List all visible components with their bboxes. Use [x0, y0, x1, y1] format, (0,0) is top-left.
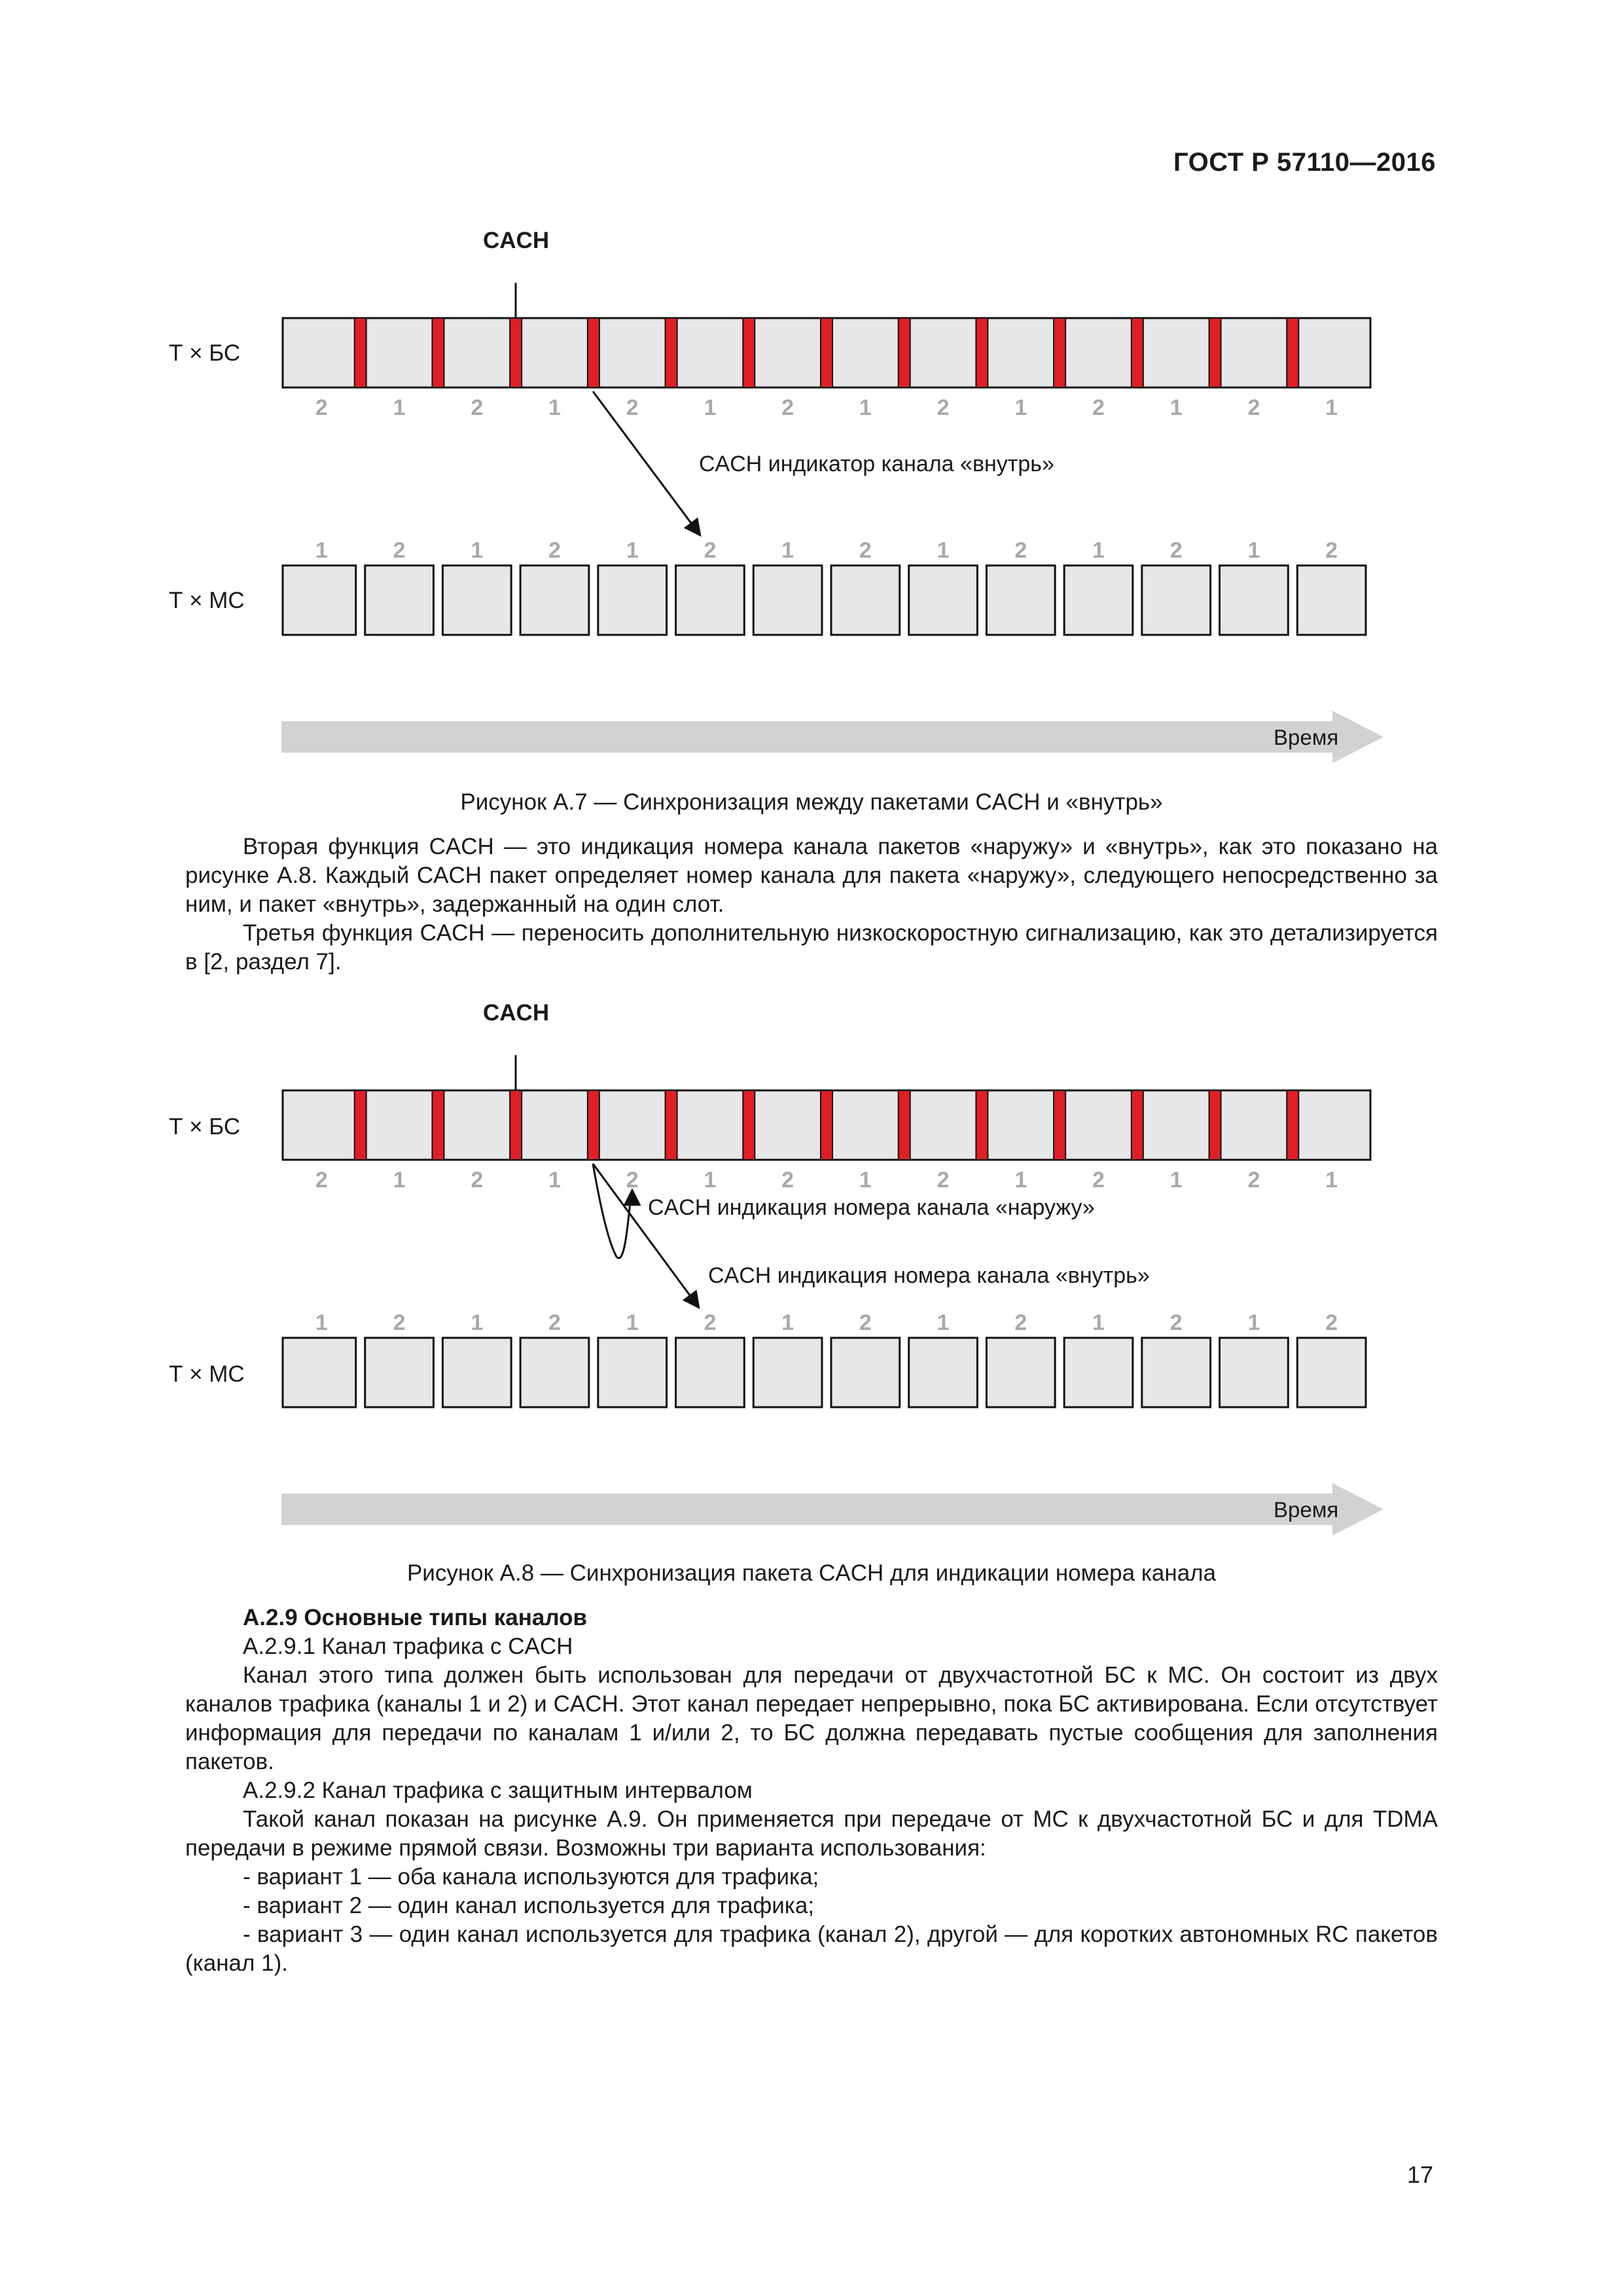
bs-channel-number: 2: [1247, 1168, 1260, 1193]
cach-bar: [432, 318, 444, 387]
ms-slot: [831, 565, 900, 635]
bs-row-label: Т × БС: [169, 340, 241, 366]
bs-channel-number: 1: [859, 1168, 872, 1193]
cach-bar: [588, 318, 599, 387]
paragraph: Третья функция CACH — переносить дополнительную низкоскоростную сигнализацию, как это детализируется в [2, раздел 7].: [185, 920, 1438, 975]
ms-slot-row: [283, 1338, 1366, 1407]
subsection-heading: А.2.9.1 Канал трафика с CACH: [243, 1634, 573, 1659]
ms-channel-number: 2: [1325, 1310, 1338, 1335]
cach-bar: [1132, 1090, 1143, 1160]
ms-channel-number: 1: [1092, 1310, 1105, 1335]
ms-slot: [1142, 565, 1211, 635]
cach-bar: [976, 1090, 988, 1160]
ms-slot: [1297, 565, 1366, 635]
list-item: - вариант 1 — оба канала используются для трафика;: [243, 1864, 819, 1890]
figure-a7: [0, 0, 1623, 772]
ms-slot: [676, 1338, 745, 1407]
body-text-1: [185, 833, 1438, 977]
body-text-2: [185, 1604, 1438, 1978]
ms-channel-number: 1: [315, 538, 328, 563]
ms-channel-number: 2: [1325, 538, 1338, 563]
outbound-indicator-annotation: CACH индикация номера канала «наружу»: [648, 1195, 1095, 1220]
ms-channel-number: 1: [1092, 538, 1105, 563]
ms-channel-number: 2: [393, 1310, 406, 1335]
bs-channel-number: 2: [1247, 395, 1260, 420]
bs-channel-number: 1: [393, 395, 406, 420]
cach-bar: [821, 318, 832, 387]
section-heading: А.2.9 Основные типы каналов: [243, 1605, 587, 1630]
ms-channel-number: 1: [781, 538, 794, 563]
bs-channel-number: 1: [548, 395, 561, 420]
bs-channel-number: 1: [1169, 1168, 1183, 1193]
cach-bar: [743, 318, 755, 387]
inbound-indicator-annotation: CACH индикация номера канала «внутрь»: [708, 1263, 1150, 1288]
ms-slot: [283, 565, 356, 635]
ms-channel-number: 1: [781, 1310, 794, 1335]
ms-channel-number: 2: [1169, 538, 1183, 563]
ms-slot: [365, 565, 434, 635]
bs-channel-number: 1: [548, 1168, 561, 1193]
ms-slot: [283, 1338, 356, 1407]
ms-channel-number: 1: [471, 538, 484, 563]
bs-channel-number: 2: [781, 1168, 794, 1193]
bs-channel-number: 1: [1325, 395, 1338, 420]
cach-bar: [743, 1090, 755, 1160]
ms-slot: [676, 565, 745, 635]
ms-slot: [753, 1338, 822, 1407]
ms-slot: [1064, 1338, 1133, 1407]
inbound-indicator-arrow: [593, 391, 700, 535]
list-item: - вариант 2 — один канал используется для трафика;: [243, 1893, 815, 1918]
paragraph: Канал этого типа должен быть использован для передачи от двухчастотной БС к МС. Он состоит из двух каналов трафика (каналы 1 и 2) и CACH. Этот канал передает непрерывно, пока БС активирована. Если отсутствует информация для передачи по каналам 1 и/или 2, то БС должна передавать пустые сообщения для заполнения пакетов.: [185, 1662, 1438, 1774]
bs-slot-row: [283, 318, 1370, 387]
paragraph: Такой канал показан на рисунке А.9. Он применяется при передаче от МС к двухчастотной БС и для TDMA передачи в режиме прямой связи. Возможны три варианта использования:: [185, 1806, 1438, 1861]
bs-channel-number: 2: [471, 395, 484, 420]
ms-channel-number: 2: [1169, 1310, 1183, 1335]
cach-bar: [899, 1090, 910, 1160]
bs-channel-number: 2: [936, 395, 950, 420]
ms-slot: [909, 565, 978, 635]
ms-slot: [753, 565, 822, 635]
ms-channel-number: 1: [936, 1310, 950, 1335]
bs-row-label: Т × БС: [169, 1114, 241, 1139]
ms-slot: [598, 1338, 667, 1407]
ms-slot: [598, 565, 667, 635]
subsection-heading: А.2.9.2 Канал трафика с защитным интервалом: [243, 1778, 753, 1803]
cach-bar: [1209, 1090, 1221, 1160]
paragraph: Вторая функция CACH — это индикация номера канала пакетов «наружу» и «внутрь», как это показано на рисунке А.8. Каждый CACH пакет определяет номер канала для пакета «наружу», следующего непосредственно за ним, и пакет «внутрь», задержанный на один слот.: [185, 834, 1438, 917]
bs-channel-number: 2: [1092, 395, 1105, 420]
bs-channel-number: 1: [1325, 1168, 1338, 1193]
figure-a8: [0, 982, 1623, 1551]
ms-channel-number: 1: [936, 538, 950, 563]
cach-bar: [821, 1090, 832, 1160]
cach-bar: [1287, 318, 1298, 387]
ms-slot: [442, 1338, 511, 1407]
cach-bar: [1287, 1090, 1298, 1160]
ms-slot: [831, 1338, 900, 1407]
ms-channel-number: 1: [1247, 1310, 1260, 1335]
document-id: ГОСТ Р 57110—2016: [1173, 148, 1436, 177]
cach-bar: [510, 1090, 522, 1160]
cach-bar: [588, 1090, 599, 1160]
ms-channel-numbers: [315, 1310, 1338, 1335]
time-label: Время: [1274, 1498, 1339, 1522]
page-number: 17: [1406, 2161, 1433, 2188]
bs-channel-numbers: [315, 1168, 1338, 1193]
ms-channel-number: 2: [548, 1310, 561, 1335]
list-item: - вариант 3 — один канал используется для трафика (канал 2), другой — для коротких автономных RC пакетов (канал 1).: [185, 1922, 1438, 1976]
cach-bar: [1209, 318, 1221, 387]
bs-channel-number: 1: [1014, 1168, 1027, 1193]
cach-bar: [1132, 318, 1143, 387]
figure-a7-diagram: [0, 0, 1623, 772]
ms-slot: [1220, 1338, 1289, 1407]
cach-bar: [432, 1090, 444, 1160]
bs-channel-number: 2: [626, 1168, 639, 1193]
bs-channel-number: 2: [781, 395, 794, 420]
ms-channel-numbers: [315, 538, 1338, 563]
cach-bar: [510, 318, 522, 387]
bs-channel-number: 1: [859, 395, 872, 420]
cach-bar: [1054, 1090, 1065, 1160]
cach-bar: [666, 318, 677, 387]
ms-channel-number: 2: [859, 1310, 872, 1335]
cach-bar: [355, 1090, 366, 1160]
cach-bar: [899, 318, 910, 387]
ms-channel-number: 2: [1014, 1310, 1027, 1335]
ms-slot: [1142, 1338, 1211, 1407]
figure-a7-caption: Рисунок А.7 — Синхронизация между пакетами CACH и «внутрь»: [460, 789, 1163, 815]
ms-slot: [909, 1338, 978, 1407]
figure-a8-caption: Рисунок А.8 — Синхронизация пакета CACH для индикации номера канала: [406, 1560, 1217, 1586]
bs-channel-number: 1: [704, 395, 717, 420]
bs-channel-number: 2: [315, 395, 328, 420]
ms-slot: [1220, 565, 1289, 635]
bs-channel-number: 2: [626, 395, 639, 420]
ms-slot: [442, 565, 511, 635]
bs-channel-number: 2: [1092, 1168, 1105, 1193]
ms-channel-number: 1: [315, 1310, 328, 1335]
bs-channel-number: 1: [704, 1168, 717, 1193]
bs-slot-row: [283, 1090, 1370, 1160]
ms-channel-number: 2: [393, 538, 406, 563]
cach-bar: [666, 1090, 677, 1160]
inbound-indicator-annotation: CACH индикатор канала «внутрь»: [699, 452, 1054, 476]
ms-channel-number: 2: [704, 538, 717, 563]
ms-slot: [1064, 565, 1133, 635]
bs-channel-number: 1: [1169, 395, 1183, 420]
ms-slot: [520, 1338, 589, 1407]
bs-channel-number: 2: [471, 1168, 484, 1193]
ms-channel-number: 2: [704, 1310, 717, 1335]
cach-label: CACH: [483, 1000, 550, 1026]
ms-slot: [365, 1338, 434, 1407]
cach-bar: [976, 318, 988, 387]
ms-slot: [520, 565, 589, 635]
cach-bar: [355, 318, 366, 387]
ms-slot: [1297, 1338, 1366, 1407]
ms-slot: [986, 1338, 1055, 1407]
ms-slot-row: [283, 565, 1366, 635]
bs-channel-numbers: [315, 395, 1338, 420]
ms-channel-number: 1: [626, 538, 639, 563]
ms-channel-number: 2: [548, 538, 561, 563]
ms-channel-number: 2: [1014, 538, 1027, 563]
ms-channel-number: 2: [859, 538, 872, 563]
bs-channel-number: 1: [1014, 395, 1027, 420]
bs-channel-number: 2: [936, 1168, 950, 1193]
ms-row-label: Т × МС: [169, 1361, 245, 1387]
ms-channel-number: 1: [471, 1310, 484, 1335]
bs-channel-number: 2: [315, 1168, 328, 1193]
time-label: Время: [1274, 725, 1339, 749]
ms-slot: [986, 565, 1055, 635]
cach-bar: [1054, 318, 1065, 387]
time-arrow: [281, 711, 1383, 763]
ms-channel-number: 1: [626, 1310, 639, 1335]
time-arrow: [281, 1483, 1383, 1535]
bs-channel-number: 1: [393, 1168, 406, 1193]
cach-label: CACH: [483, 228, 550, 253]
ms-channel-number: 1: [1247, 538, 1260, 563]
ms-row-label: Т × МС: [169, 588, 245, 613]
